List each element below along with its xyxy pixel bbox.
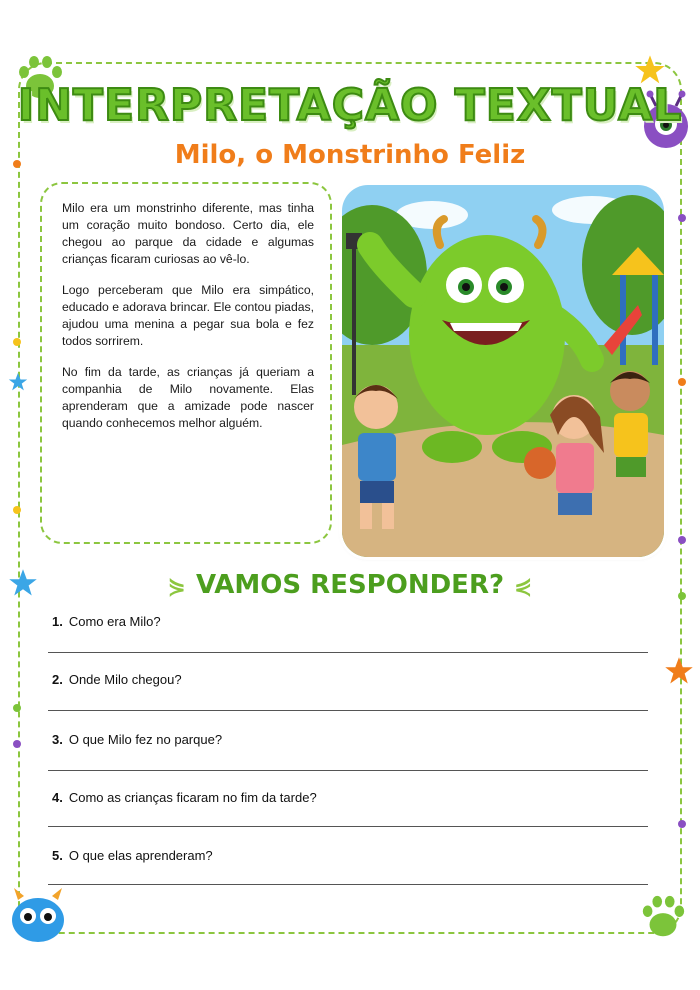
park-scene-illustration [342,185,664,557]
answer-line[interactable] [48,884,648,885]
answer-line[interactable] [48,770,648,771]
question-item [52,790,317,805]
page-title: INTERPRETAÇÃO TEXTUAL [17,80,683,131]
question-item [52,614,161,629]
question-number: 1. [52,614,63,629]
answer-line[interactable] [48,826,648,827]
answer-line[interactable] [48,710,648,711]
question-item [52,672,182,687]
paw-icon [636,892,690,942]
question-number: 3. [52,732,63,747]
page-subtitle: Milo, o Monstrinho Feliz [174,140,526,170]
question-text: O que Milo fez no parque? [68,732,223,747]
story-paragraph: Logo perceberam que Milo era simpático, educado e adorava brincar. Ele contou piadas, ajudou uma menina a pegar sua bola e fez todos sorrirem. [62,283,314,348]
questions-heading-text: VAMOS RESPONDER? [195,570,505,600]
decor-dot [13,338,21,346]
question-number: 5. [52,848,63,863]
story-illustration [342,185,664,557]
answer-line[interactable] [48,652,648,653]
decor-dot [678,378,686,386]
decor-dot [13,704,21,712]
questions-heading [0,570,700,600]
decor-dot [678,536,686,544]
question-text: Como as crianças ficaram no fim da tarde? [68,790,317,805]
question-number: 2. [52,672,63,687]
question-text: Como era Milo? [68,614,161,629]
question-text: Onde Milo chegou? [68,672,182,687]
question-number: 4. [52,790,63,805]
story-text-box [40,182,332,544]
story-paragraph: Milo era um monstrinho diferente, mas tinha um coração muito bondoso. Certo dia, ele chegou ao parque da cidade e algumas crianças ficaram curiosas ao vê-lo. [62,201,314,266]
star-icon [664,656,694,686]
sparkle-icon: ⋞ [514,574,533,599]
star-icon [8,372,28,392]
blue-monster-icon [6,886,70,944]
sparkle-icon: ⋟ [167,574,186,599]
question-text: O que elas aprenderam? [68,848,213,863]
question-item [52,848,213,863]
decor-dot [678,820,686,828]
story-paragraph: No fim da tarde, as crianças já queriam a companhia de Milo novamente. Elas aprenderam que a amizade pode nascer quando conhecemos melhor alguém. [62,365,314,430]
decor-dot [13,740,21,748]
decor-dot [678,214,686,222]
question-item [52,732,222,747]
decor-dot [13,506,21,514]
